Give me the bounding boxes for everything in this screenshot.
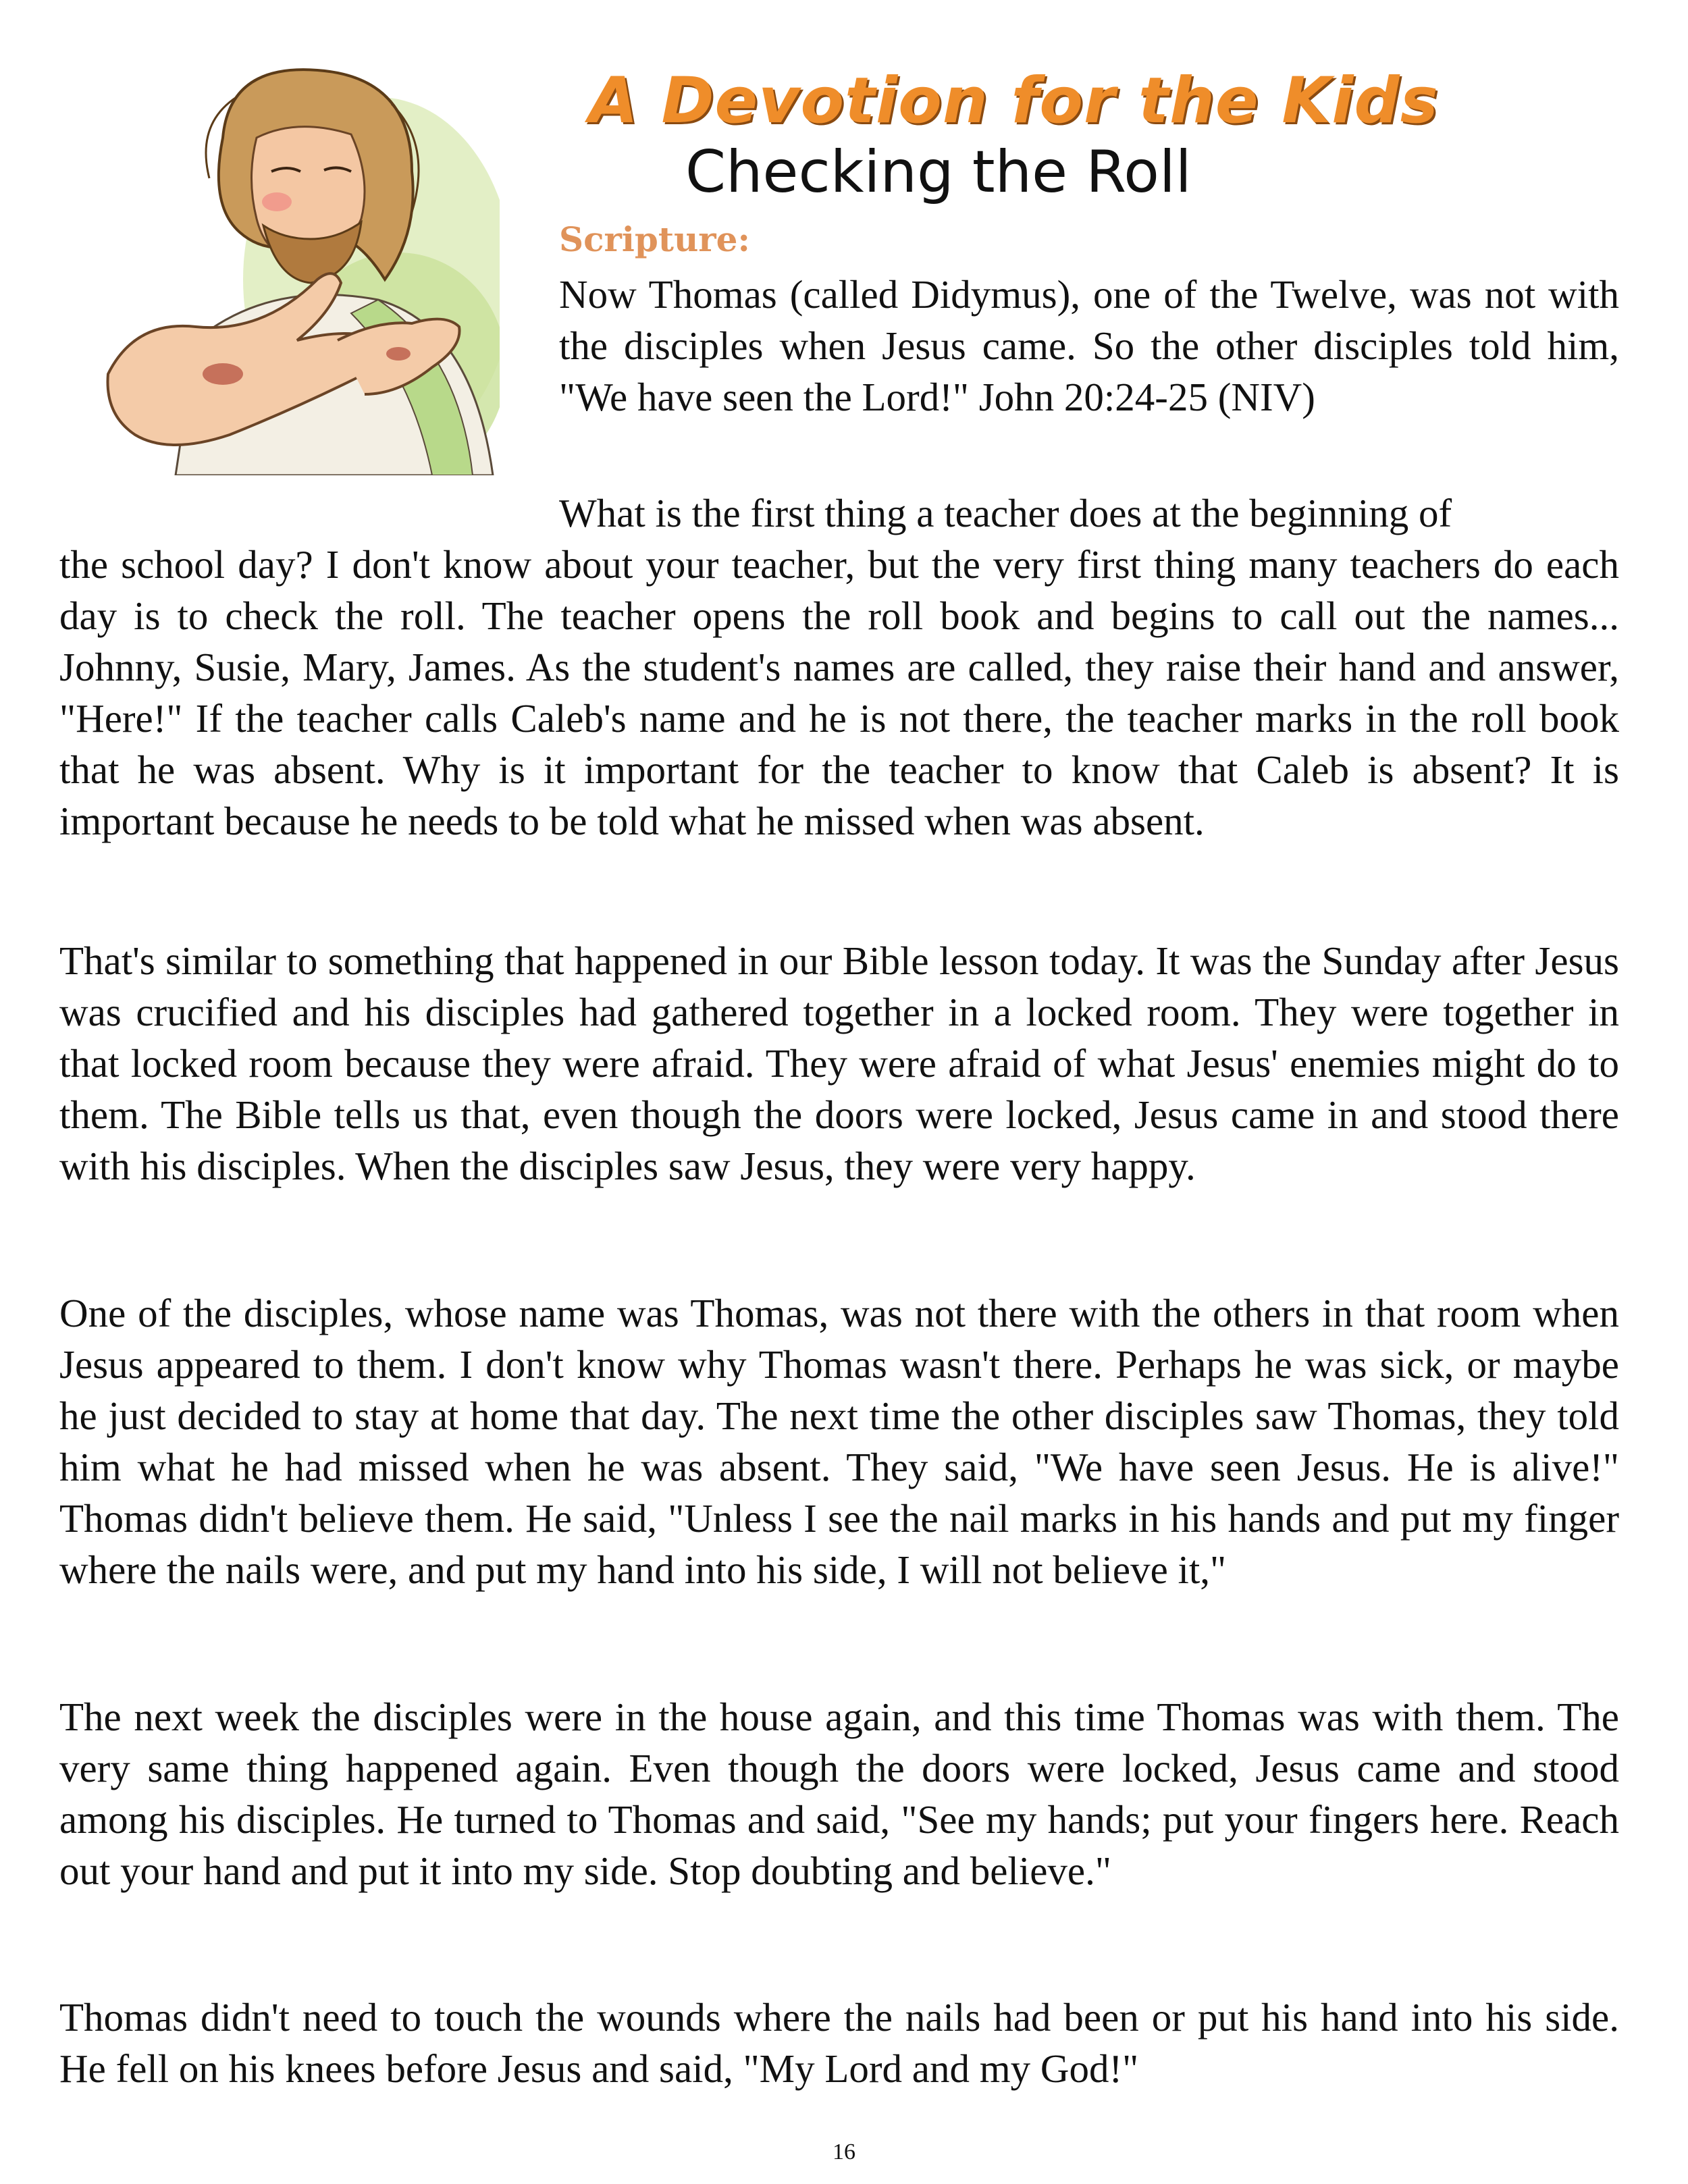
paragraph-my-lord-and-my-god: Thomas didn't need to touch the wounds where the nails had been or put his hand into his side. He fell on his knees before Jesus and said, "My Lord and my God!" [59, 1995, 1619, 2091]
scripture-label: Scripture: [559, 219, 750, 259]
page-number: 16 [833, 2139, 855, 2164]
paragraph-locked-room: That's similar to something that happened in our Bible lesson today. It was the Sunday after Jesus was crucified and his disciples had gathered together in a locked room. They were together in that locked room because they were afraid. They were afraid of what Jesus' enemies might do to them. The Bible tells us that, even though the doors were locked, Jesus came in and stood there with his disciples. When the disciples saw Jesus, they were very happy. [59, 938, 1619, 1188]
paragraph-next-week: The next week the disciples were in the house again, and this time Thomas was with them. The very same thing happened again. Even though the doors were locked, Jesus came and stood among his disciples. He turned to Thomas and said, "See my hands; put your fingers here. Reach out your hand and put it into my side. Stop doubting and believe." [59, 1695, 1619, 1893]
devotion-kicker-heading: A Devotion for the Kids [589, 64, 1439, 138]
intro-paragraph: the school day? I don't know about your teacher, but the very first thing many teachers do each day is to check the roll. The teacher opens the roll book and begins to call out the names... Johnny, Susie, Mary, James. As the student's names are called, they raise their hand and answer, "Here!" If the teacher calls Caleb's name and he is not there, the teacher marks in the roll book that he was absent. Why is it important for the teacher to know that Caleb is absent? It is important because he needs to be told what he missed when was absent. [59, 542, 1619, 843]
page-title: Checking the Roll [685, 138, 1192, 206]
intro-paragraph-first-line: What is the first thing a teacher does at the beginning of [559, 491, 1452, 535]
paragraph-thomas-absent: One of the disciples, whose name was Thomas, was not there with the others in that room when Jesus appeared to them. I don't know why Thomas wasn't there. Perhaps he was sick, or maybe he just decided to stay at home that day. The next time the other disciples saw Thomas, they told him what he had missed when he was absent. They said, "We have seen Jesus. He is alive!" Thomas didn't believe them. He said, "Unless I see the nail marks in his hands and put my finger where the nails were, and put my hand into his side, I will not believe it," [59, 1291, 1619, 1592]
scripture-text: Now Thomas (called Didymus), one of the Twelve, was not with the disciples when Jesus came. So the other disciples told him, "We have seen the Lord!" John 20:24-25 (NIV) [559, 272, 1619, 419]
jesus-showing-hands-illustration [95, 57, 500, 475]
